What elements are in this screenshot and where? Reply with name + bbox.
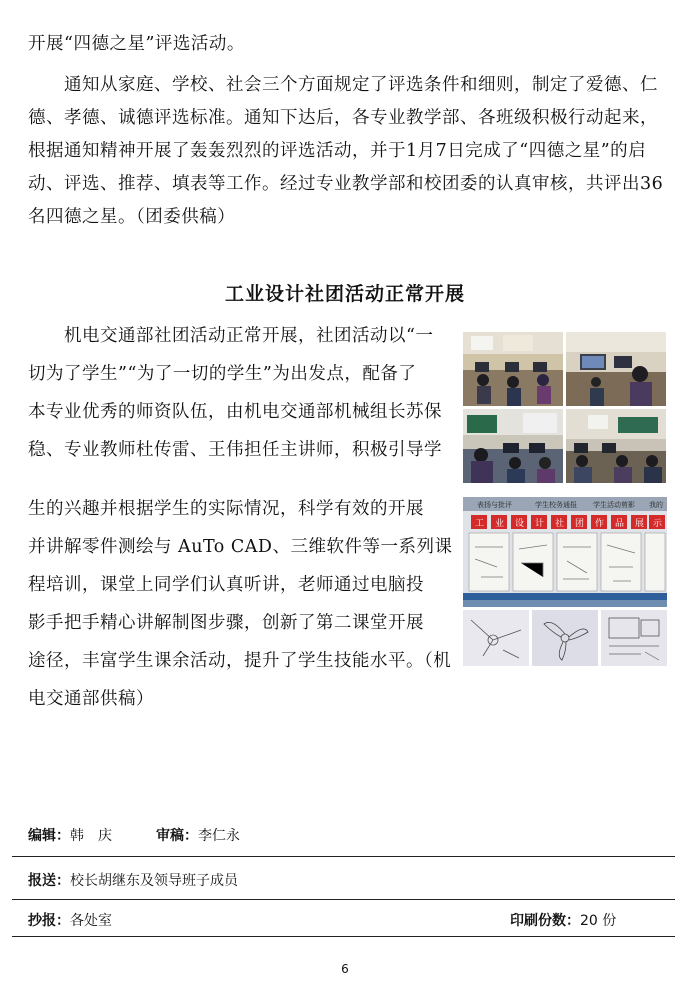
editor-label: 编辑：	[28, 828, 70, 844]
send-info	[28, 870, 238, 890]
article-line: 稳、专业教师杜传雷、王伟担任主讲师，积极引导学	[28, 440, 442, 460]
classroom-photo-3	[463, 409, 563, 483]
svg-text:业: 业	[495, 519, 505, 529]
svg-text:作: 作	[595, 519, 605, 529]
svg-text:团: 团	[575, 519, 585, 529]
footer-divider-1	[12, 856, 675, 857]
page-number: 6	[341, 962, 349, 976]
article-line: 机电交通部社团活动正常开展，社团活动以“一	[64, 326, 434, 346]
footer-divider-2	[12, 899, 675, 900]
board-header-4: 我的	[649, 501, 663, 509]
svg-text:社: 社	[555, 519, 565, 529]
svg-text:设: 设	[515, 519, 525, 529]
svg-text:计: 计	[535, 519, 545, 529]
editor-info	[28, 825, 112, 845]
reviewer-value: 李仁永	[198, 828, 240, 844]
classroom-photo-4	[566, 409, 666, 483]
board-header-2: 学生校务通报	[535, 501, 577, 509]
top-line: 开展“四德之星”评选活动。	[28, 34, 245, 54]
article-line: 途径，丰富学生课余活动，提升了学生技能水平。（机	[28, 651, 452, 671]
article-line: 并讲解零件测绘与 AuTo CAD、三维软件等一系列课	[28, 537, 453, 557]
svg-text:展: 展	[635, 519, 645, 529]
svg-text:品: 品	[615, 519, 625, 529]
reviewer-info	[156, 825, 240, 845]
reviewer-label: 审稿：	[156, 828, 198, 844]
display-board-photo	[463, 497, 667, 607]
footer-divider-3	[12, 936, 675, 937]
drawing-photo-1	[463, 610, 529, 666]
editor-value: 韩 庆	[70, 828, 112, 844]
copy-label: 抄报：	[28, 913, 70, 929]
board-header-3: 学生活动剪影	[593, 501, 635, 509]
svg-text:示: 示	[653, 519, 663, 529]
print-count-info	[510, 910, 616, 930]
send-label: 报送：	[28, 873, 70, 889]
send-value: 校长胡继东及领导班子成员	[70, 873, 238, 889]
board-header-1: 表扬与批评	[477, 501, 512, 509]
drawing-photo-3	[601, 610, 667, 666]
drawing-photo-2	[532, 610, 598, 666]
svg-text:工: 工	[475, 519, 485, 529]
copy-info	[28, 910, 112, 930]
top-paragraph: 通知从家庭、学校、社会三个方面规定了评选条件和细则，制定了爱德、仁德、孝德、诚德评选标准。通知下达后，各专业教学部、各班级积极行动起来，根据通知精神开展了轰轰烈烈的评选活动，并于1月7日完成了“四德之星”的启动、评选、推荐、填表等工作。经过专业教学部和校团委的认真审核，共评出36名四德之星。（团委供稿）	[28, 75, 664, 227]
article-line: 切为了学生”“为了一切的学生”为出发点，配备了	[28, 364, 417, 384]
copy-value: 各处室	[70, 913, 112, 929]
article-line: 生的兴趣并根据学生的实际情况，科学有效的开展	[28, 499, 424, 519]
print-count-label: 印刷份数：	[510, 913, 580, 929]
classroom-photo-2	[566, 332, 666, 406]
print-count-value: 20 份	[580, 913, 617, 929]
article-line: 影手把手精心讲解制图步骤，创新了第二课堂开展	[28, 613, 424, 633]
article-title: 工业设计社团活动正常开展	[224, 283, 465, 305]
article-line: 程培训，课堂上同学们认真听讲，老师通过电脑投	[28, 575, 424, 595]
classroom-photo-1	[463, 332, 563, 406]
article-line: 电交通部供稿）	[28, 689, 154, 709]
article-line: 本专业优秀的师资队伍，由机电交通部机械组长苏保	[28, 402, 442, 422]
